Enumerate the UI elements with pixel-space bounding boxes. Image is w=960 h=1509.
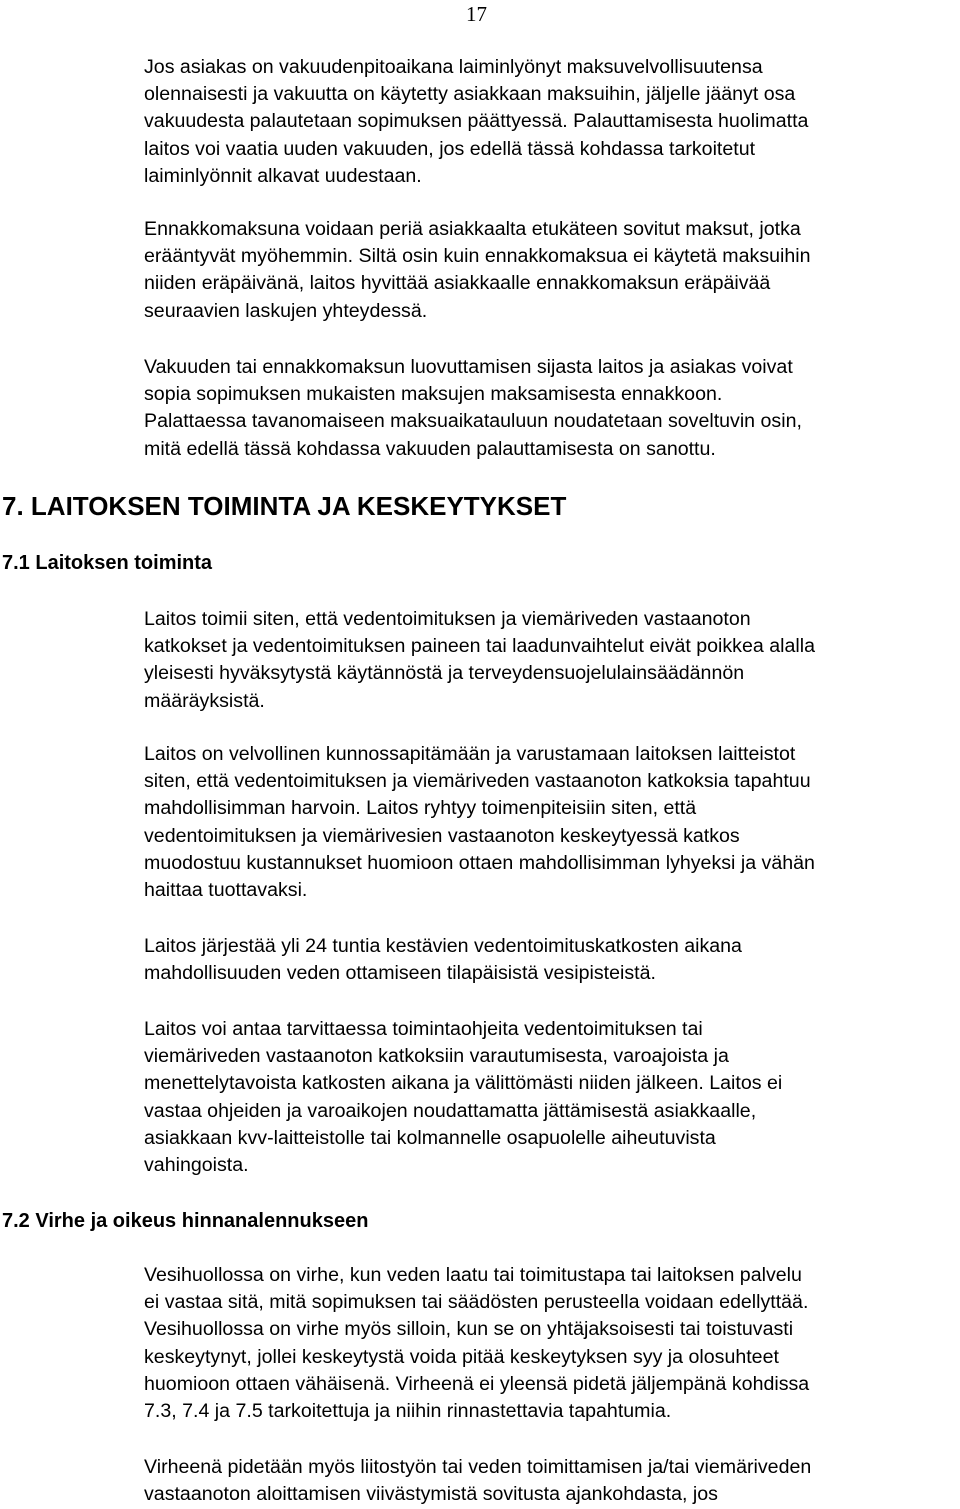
text-line: menettelytavoista katkosten aikana ja välittömästi niiden jälkeen. Laitos ei: [144, 1072, 783, 1095]
text-line: Laitos toimii siten, että vedentoimituksen ja viemäriveden vastaanoton: [144, 608, 751, 630]
text-line: laitos voi vaatia uuden vakuuden, jos edellä tässä kohdassa tarkoitetut: [144, 137, 756, 160]
text-line: vedentoimituksen ja viemärivesien vastaanoton keskeytyessä katkos: [144, 824, 740, 847]
paragraph-prepayment-agreement: [144, 354, 956, 463]
paragraph-delay: [144, 1454, 956, 1508]
text-line: niiden eräpäivänä, laitos hyvittää asiakkaalle ennakkomaksun eräpäivää: [144, 272, 771, 295]
page-number: 17: [466, 2, 487, 26]
text-line: katkokset ja vedentoimituksen paineen tai laadunvaihtelut eivät poikkea alalla: [144, 635, 815, 658]
paragraph-deposit-return: [144, 54, 956, 190]
text-line: vahingoista.: [144, 1154, 249, 1177]
text-line: olennaisesti ja vakuutta on käytetty asiakkaan maksuihin, jäljelle jäänyt osa: [144, 83, 796, 106]
paragraph-maintenance: [144, 741, 956, 904]
text-line: huomioon ottaen vähäisenä. Virheenä ei yleensä pidetä jäljempänä kohdissa: [144, 1372, 810, 1395]
subsection-heading-7-2: 7.2 Virhe ja oikeus hinnanalennukseen: [2, 1210, 369, 1232]
text-line: erääntyvät myöhemmin. Siltä osin kuin ennakkomaksua ei käytetä maksuihin: [144, 245, 811, 268]
text-line: mahdollisuuden veden ottamiseen tilapäisistä vesipisteistä.: [144, 962, 656, 985]
text-line: ei vastaa sitä, mitä sopimuksen tai säädösten perusteella voidaan edellyttää.: [144, 1291, 809, 1314]
text-line: määräyksistä.: [144, 689, 265, 712]
text-line: sopia sopimuksen mukaisten maksujen maksamisesta ennakkoon.: [144, 383, 723, 406]
text-line: siten, että vedentoimituksen ja viemäriveden vastaanoton katkoksia tapahtuu: [144, 770, 811, 793]
text-line: yleisesti hyväksytystä käytännöstä ja terveydensuojelulainsäädännön: [144, 662, 745, 685]
text-line: vastaa ohjeiden ja varoaikojen noudattamatta jättämisestä asiakkaalle,: [144, 1099, 757, 1122]
subsection-heading-7-1: 7.1 Laitoksen toiminta: [2, 552, 213, 574]
text-line: Vesihuollossa on virhe myös silloin, kun se on yhtäjaksoisesti tai toistuvasti: [144, 1318, 794, 1341]
paragraph-instructions: [144, 1016, 956, 1179]
text-line: Vesihuollossa on virhe, kun veden laatu tai toimitustapa tai laitoksen palvelu: [144, 1264, 802, 1286]
text-line: vastaanoton aloittamisen viivästymistä sovitusta ajankohdasta, jos: [144, 1483, 718, 1506]
text-line: mahdollisimman harvoin. Laitos ryhtyy toimenpiteisiin siten, että: [144, 797, 697, 820]
text-line: Ennakkomaksuna voidaan periä asiakkaalta etukäteen sovitut maksut, jotka: [144, 218, 801, 240]
section-heading: 7. LAITOKSEN TOIMINTA JA KESKEYTYKSET: [2, 491, 567, 521]
text-line: vakuudesta palautetaan sopimuksen päättyessä. Palauttamisesta huolimatta: [144, 110, 809, 133]
text-line: seuraavien laskujen yhteydessä.: [144, 299, 428, 322]
text-line: 7.3, 7.4 ja 7.5 tarkoitettuja ja niihin rinnastettavia tapahtumia.: [144, 1400, 672, 1423]
text-line: haittaa tuottavaksi.: [144, 879, 308, 902]
text-line: muodostuu kustannukset huomioon ottaen mahdollisimman lyhyeksi ja vähän: [144, 851, 815, 874]
text-line: Palattaessa tavanomaiseen maksuaikatauluun noudatetaan soveltuvin osin,: [144, 410, 802, 433]
text-line: Vakuuden tai ennakkomaksun luovuttamisen sijasta laitos ja asiakas voivat: [144, 356, 793, 378]
text-line: mitä edellä tässä kohdassa vakuuden palauttamisesta on sanottu.: [144, 437, 716, 460]
paragraph-advance-payment: [144, 216, 956, 325]
paragraph-defect: [144, 1262, 956, 1425]
text-line: Laitos voi antaa tarvittaessa toimintaohjeita vedentoimituksen tai: [144, 1018, 703, 1040]
text-line: Laitos järjestää yli 24 tuntia kestävien vedentoimituskatkosten aikana: [144, 935, 742, 957]
text-line: asiakkaan kvv-laitteistolle tai kolmannelle osapuolelle aiheutuvista: [144, 1126, 716, 1149]
paragraph-temporary-water: [144, 933, 956, 987]
text-line: laiminlyönnit alkavat uudestaan.: [144, 164, 422, 187]
text-line: Virheenä pidetään myös liitostyön tai veden toimittamisen ja/tai viemäriveden: [144, 1456, 812, 1478]
text-line: Laitos on velvollinen kunnossapitämään ja varustamaan laitoksen laitteistot: [144, 743, 796, 765]
text-line: keskeytynyt, jollei keskeytystä voida pitää keskeytyksen syy ja olosuhteet: [144, 1345, 779, 1368]
text-line: Jos asiakas on vakuudenpitoaikana laiminlyönyt maksuvelvollisuutensa: [144, 56, 763, 78]
paragraph-operation: [144, 606, 956, 715]
text-line: viemäriveden vastaanoton katkoksiin varautumisesta, varoajoista ja: [144, 1045, 729, 1068]
